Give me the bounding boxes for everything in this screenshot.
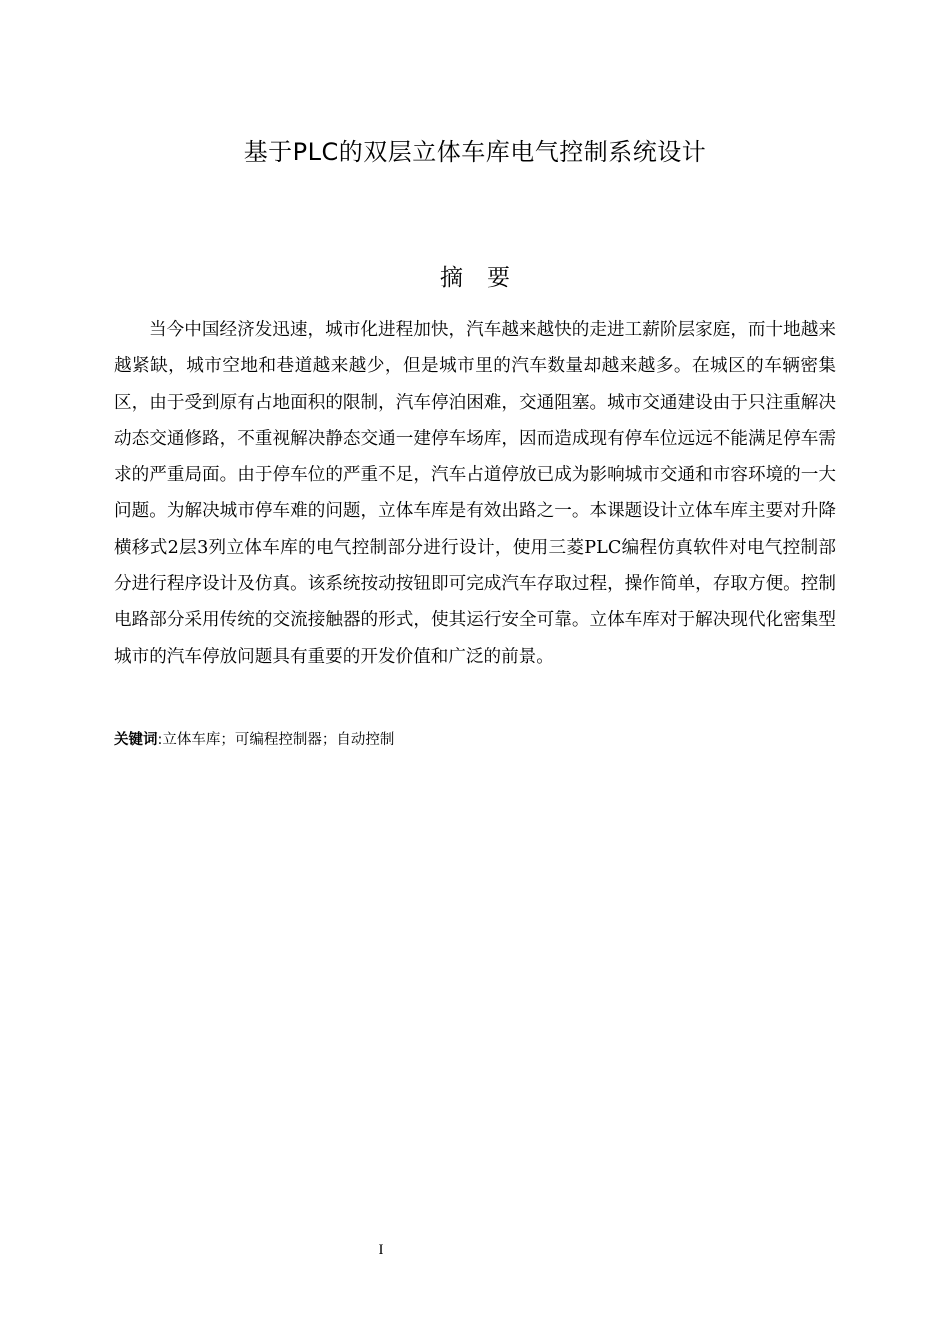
abstract-heading: 摘要 (440, 265, 534, 291)
page-number: I (378, 1242, 384, 1258)
keywords-text: 立体车库；可编程控制器；自动控制 (162, 732, 395, 748)
keywords-label: 关键词 (114, 732, 158, 748)
document-title: 基于PLC的双层立体车库电气控制系统设计 (243, 138, 707, 166)
keywords-line (114, 728, 836, 752)
abstract-paragraph: 当今中国经济发迅速，城市化进程加快，汽车越来越快的走进工薪阶层家庭，而十地越来越紧缺，城市空地和巷道越来越少，但是城市里的汽车数量却越来越多。在城区的车辆密集区，由于受到原有占地面积的限制，汽车停泊困难，交通阻塞。城市交通建设由于只注重解决动态交通修路，不重视解决静态交通一建停车场库，因而造成现有停车位远远不能满足停车需求的严重局面。由于停车位的严重不足，汽车占道停放已成为影响城市交通和市容环境的一大问题。为解决城市停车难的问题，立体车库是有效出路之一。本课题设计立体车库主要对升降横移式2层3列立体车库的电气控制部分进行设计，使用三菱PLC编程仿真软件对电气控制部分进行程序设计及仿真。该系统按动按钮即可完成汽车存取过程，操作简单，存取方便。控制电路部分采用传统的交流接触器的形式，使其运行安全可靠。立体车库对于解决现代化密集型城市的汽车停放问题具有重要的开发价值和广泛的前景。 (114, 320, 836, 667)
keywords-separator: : (157, 732, 163, 748)
